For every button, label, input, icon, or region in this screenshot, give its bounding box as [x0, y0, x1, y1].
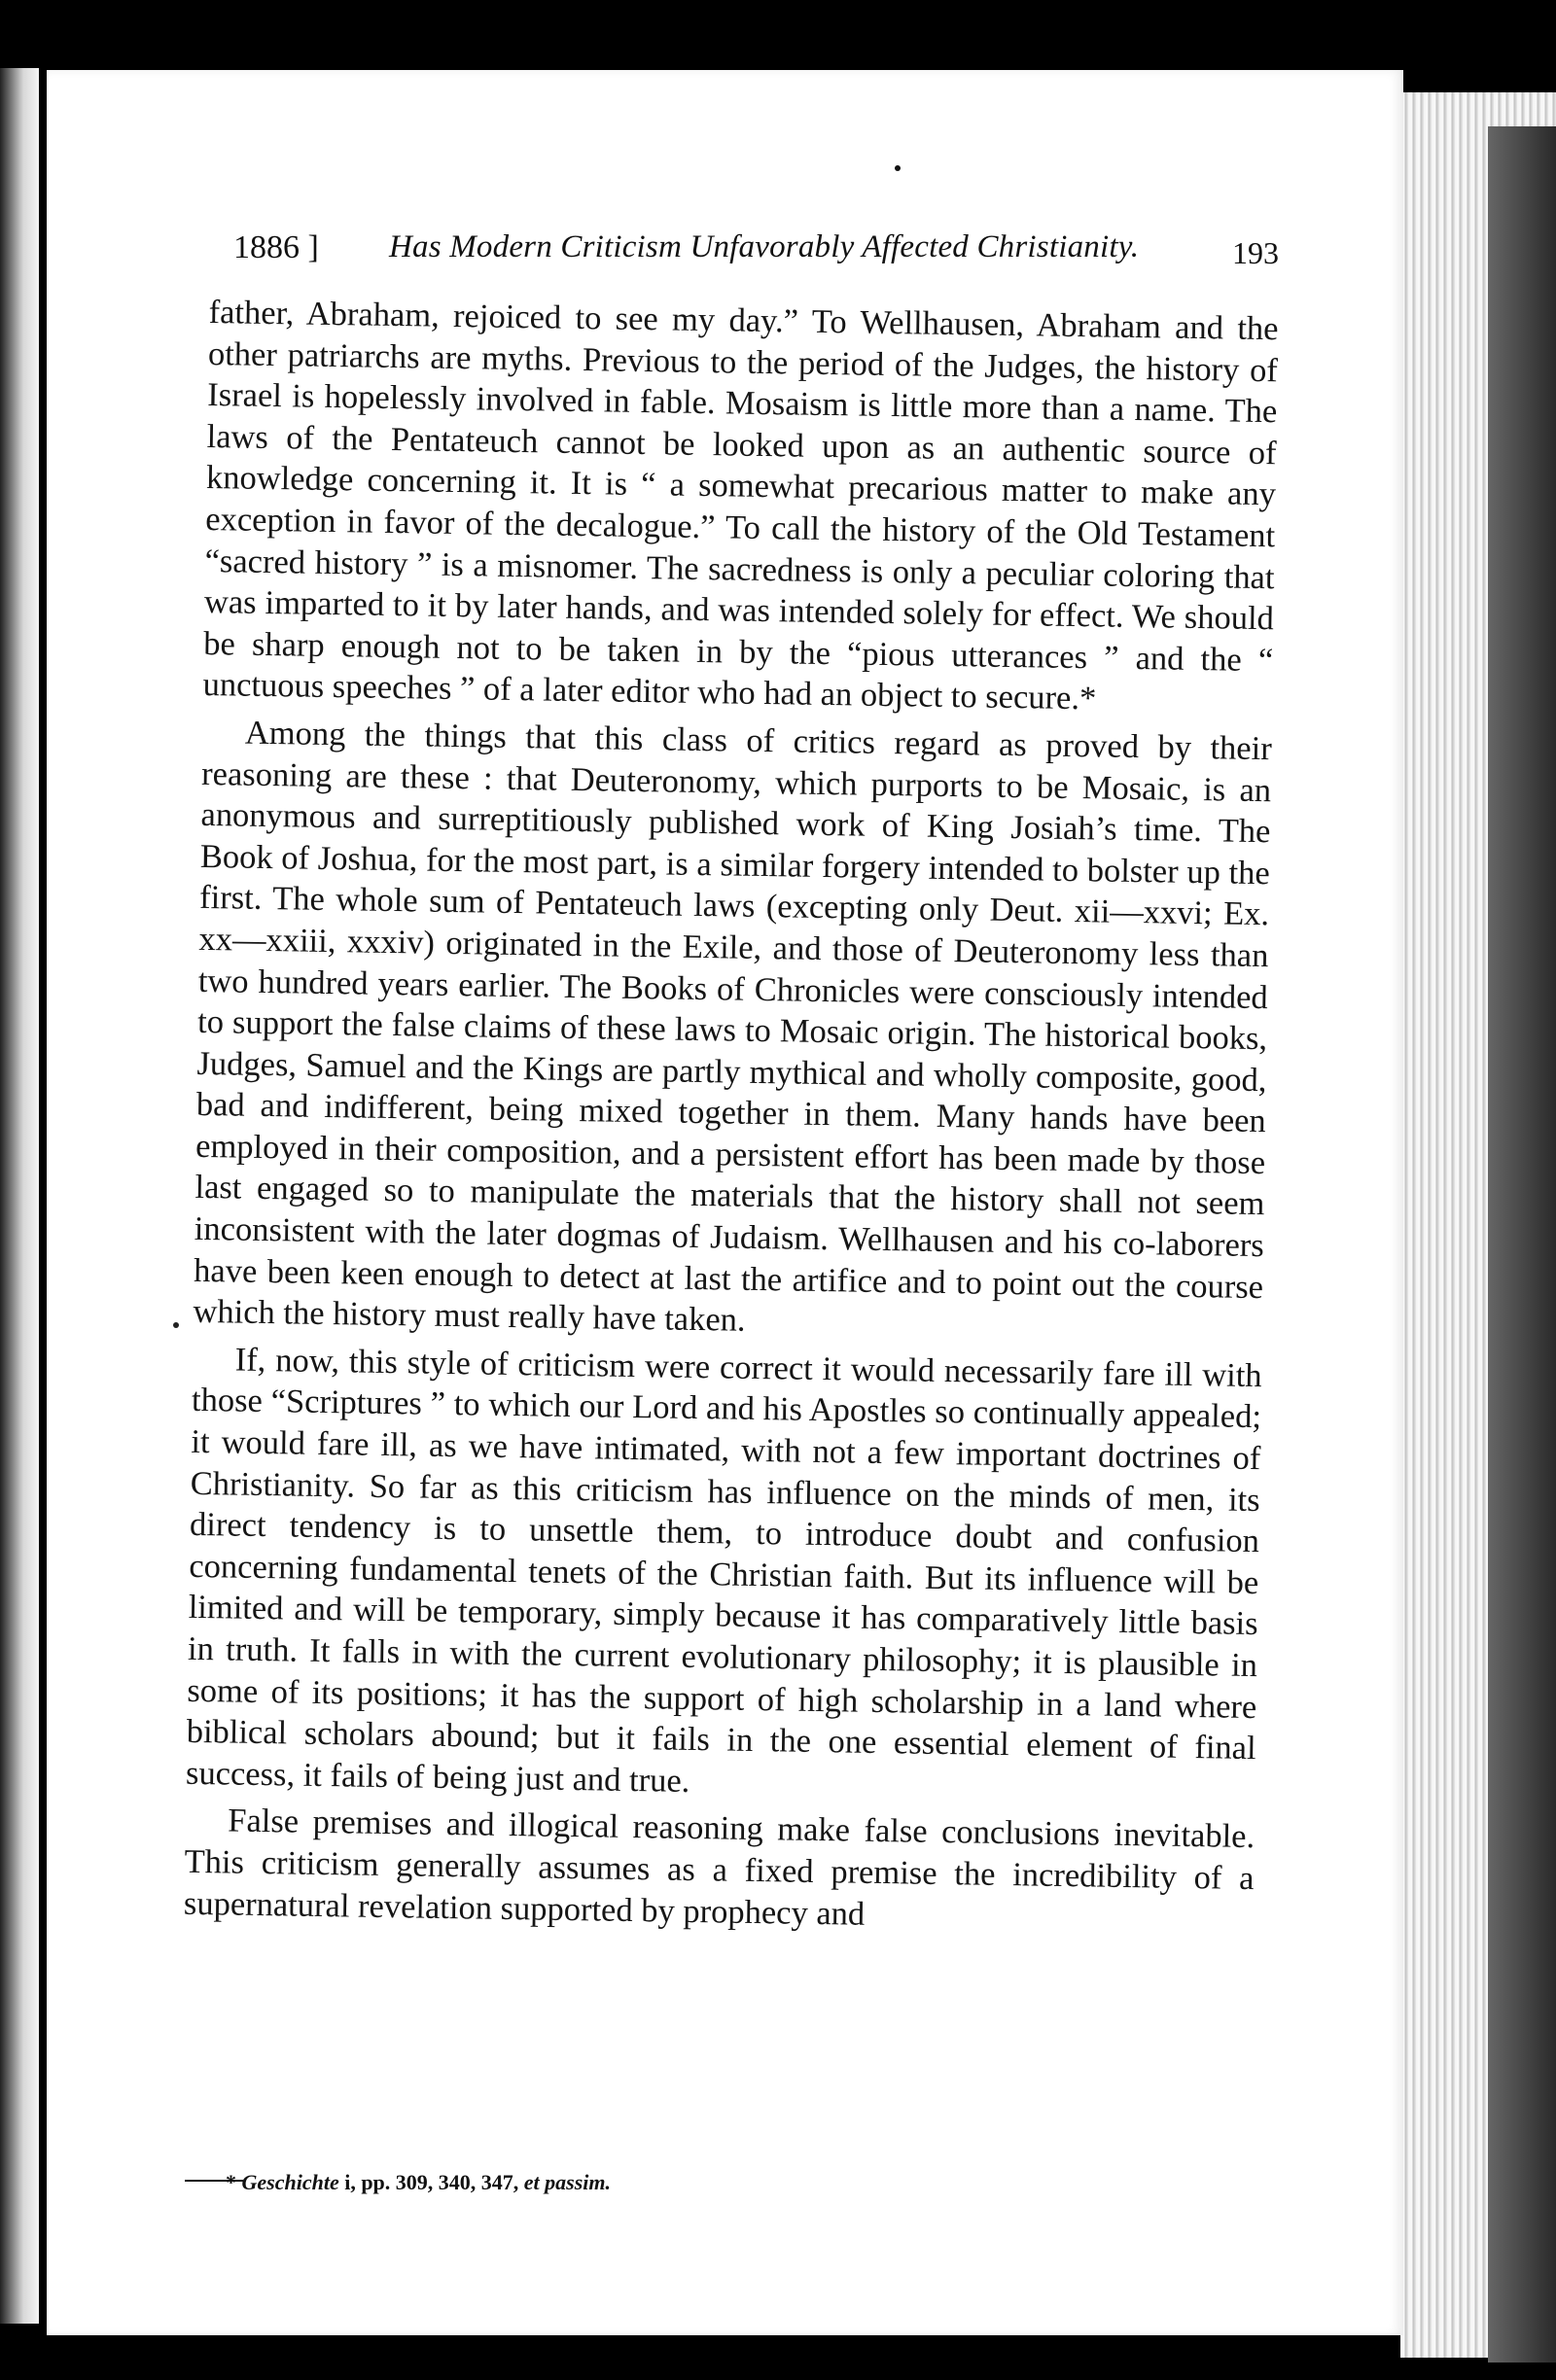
- running-header: [233, 226, 1279, 284]
- footnote-source: Geschichte: [241, 2170, 339, 2194]
- body-text: [184, 292, 1279, 1941]
- left-page-edge: [0, 68, 39, 2324]
- margin-mark: [173, 1322, 179, 1328]
- footnote-marker: *: [226, 2170, 236, 2194]
- footnote-latin: et passim.: [523, 2170, 612, 2194]
- book-spine-shadow: [1488, 126, 1556, 2362]
- page-number: 193: [1232, 235, 1279, 270]
- header-year: 1886 ]: [233, 229, 319, 265]
- paragraph-1: father, Abraham, rejoiced to see my day.” To Wellhausen, Abraham and the other patriarchs are myths. Previous to the period of the Judges, the history of Israel is hopelessly involved in fable. Mosaism is little more than a name. The laws of the Pentateuch cannot be looked upon as an authentic source of knowledge concerning it. It is “ a somewhat precarious matter to make any exception in favor of the decalogue.” To call the history of the Old Testament “sacred history ” is a misnomer. The sacredness is only a peculiar coloring that was imparted to it by later hands, and was intended solely for effect. We should be sharp enough not to be taken in by the “pious utterances ” and the “ unctuous speeches ” of a later editor who had an object to secure.*: [202, 293, 1279, 718]
- paragraph-4: False premises and illogical reasoning make false conclusions inevitable. This criticism generally assumes as a fixed premise the incredibility of a supernatural revelation supported by prophecy and: [183, 1802, 1255, 1933]
- paragraph-3: If, now, this style of criticism were correct it would necessarily fare ill with those “Scriptures ” to which our Lord and his Apostles so continually appealed; it would fare ill, as we have intimated, with not a few important doctrines of Christianity. So far as this criticism has influence on the minds of men, its direct tendency is to unsettle them, to introduce doubt and confusion concerning fundamental tenets of the Christian faith. But its influence will be limited and will be temporary, simply because it has comparatively little basis in truth. It falls in with the current evolutionary philosophy; it is plausible in some of its positions; it has the support of high scholarship in a land where biblical scholars abound; but it fails in the one essential element of final success, it fails of being just and true.: [185, 1341, 1262, 1800]
- footnote: [226, 2170, 611, 2195]
- ink-speck: [895, 165, 901, 171]
- header-title: Has Modern Criticism Unfavorably Affected Christianity.: [389, 229, 1140, 264]
- footnote-text: i, pp. 309, 340, 347,: [344, 2170, 519, 2194]
- paragraph-2: Among the things that this class of critics regard as proved by their reasoning are these : that Deuteronomy, which purports to be Mosaic, is an anonymous and surreptitiously published work of King Josiah’s time. The Book of Joshua, for the most part, is a similar forgery intended to bolster up the first. The whole sum of Pentateuch laws (excepting only Deut. xii—xxvi; Ex. xx—xxiii, xxxiv) originated in the Exile, and those of Deuteronomy less than two hundred years earlier. The Books of Chronicles were consciously intended to support the false claims of these laws to Mosaic origin. The historical books, Judges, Samuel and the Kings are partly mythical and wholly composite, good, bad and indifferent, being mixed together in them. Many hands have been employed in their composition, and a persistent effort has been made by those last engaged so to manipulate the materials that the history shall not seem inconsistent with the later dogmas of Judaism. Wellhausen and his co-laborers have been keen enough to detect at last the artifice and to point out the course which the history must really have taken.: [193, 714, 1273, 1340]
